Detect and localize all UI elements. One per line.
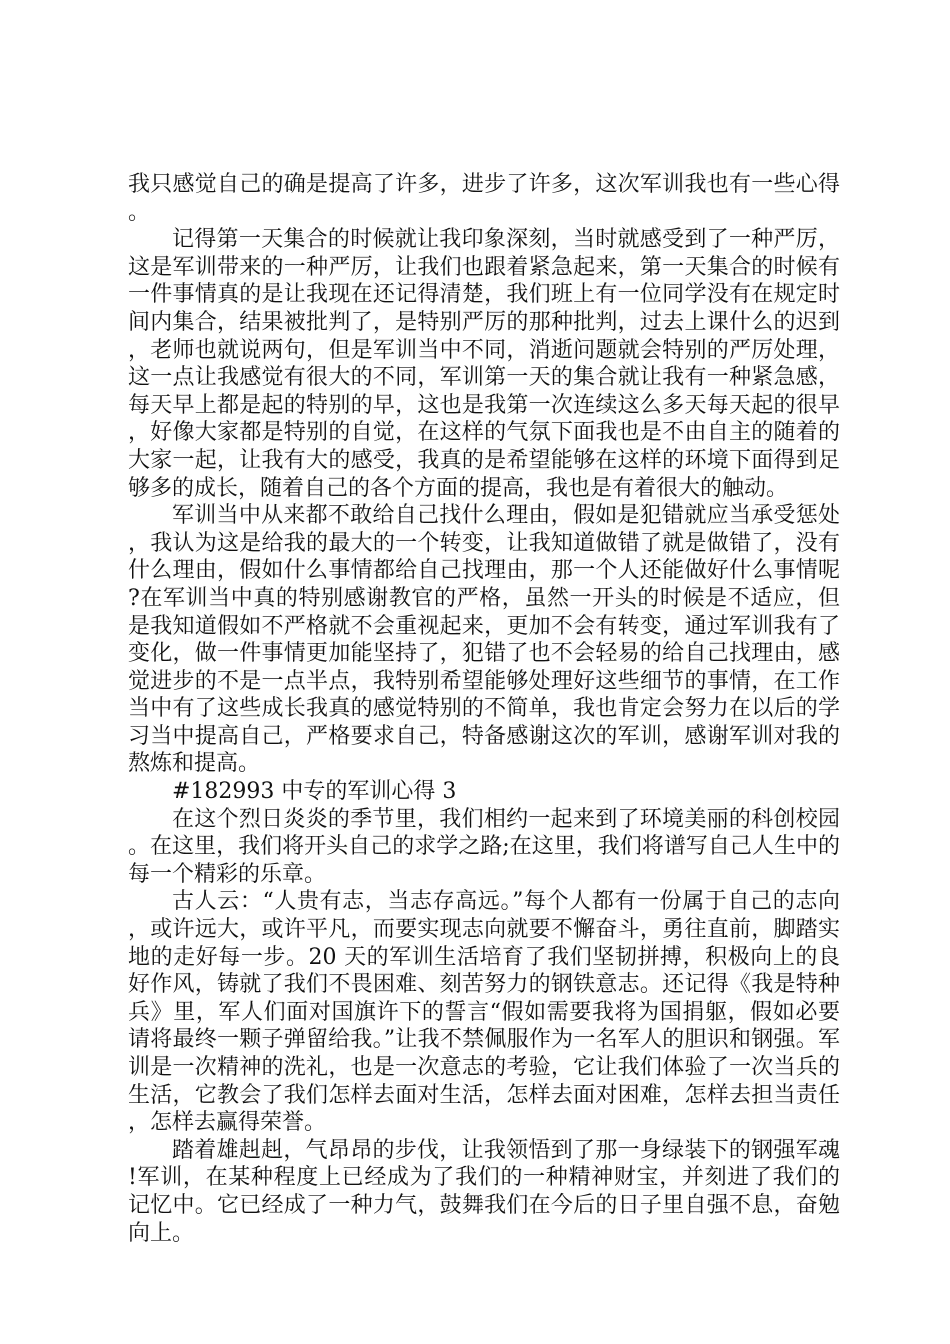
- paragraph-2: 记得第一天集合的时候就让我印象深刻，当时就感受到了一种严厉，这是军训带来的一种严厉，让我们也跟着紧急起来，第一天集合的时候有一件事情真的是让我现在还记得清楚，我们班上有一位同学没有在规定时间内集合，结果被批判了，是特别严厉的那种批判，过去上课什么的迟到，老师也就说两句，但是军训当中不同，消逝问题就会特别的严厉处理，这一点让我感觉有很大的不同，军训第一天的集合就让我有一种紧急感，每天早上都是起的特别的早，这也是我第一次连续这么多天每天起的很早，好像大家都是特别的自觉，在这样的气氛下面我也是不由自主的随着的大家一起，让我有大的感受，我真的是希望能够在这样的环境下面得到足够多的成长，随着自己的各个方面的提高，我也是有着很大的触动。: [128, 227, 840, 501]
- paragraph-5: 古人云：“人贵有志，当志存高远。”每个人都有一份属于自己的志向，或许远大，或许平凡，而要实现志向就要不懈奋斗，勇往直前，脚踏实地的走好每一步。20 天的军训生活培育了我们坚韧拼搏，积极向上的良好作风，铸就了我们不畏困难、刻苦努力的钢铁意志。还记得《我是特种兵》里，军人们面对国旗许下的誓言“假如需要我将为国捐躯，假如必要请将最终一颗子弹留给我。”让我不禁佩服作为一名军人的胆识和钢强。军训是一次精神的洗礼，也是一次意志的考验，它让我们体验了一次当兵的生活，它教会了我们怎样去面对生活，怎样去面对困难，怎样去担当责任，怎样去赢得荣誉。: [128, 889, 840, 1136]
- paragraph-4: 在这个烈日炎炎的季节里，我们相约一起来到了环境美丽的科创校园。在这里，我们将开头自己的求学之路;在这里，我们将谱写自己人生中的每一个精彩的乐章。: [128, 806, 840, 887]
- paragraph-3: 军训当中从来都不敢给自己找什么理由，假如是犯错就应当承受惩处，我认为这是给我的最大的一个转变，让我知道做错了就是做错了，没有什么理由，假如什么事情都给自己找理由，那一个人还能做好什么事情呢?在军训当中真的特别感谢教官的严格，虽然一开头的时候是不适应，但是我知道假如不严格就不会重视起来，更加不会有转变，通过军训我有了变化，做一件事情更加能坚持了，犯错了也不会轻易的给自己找理由，感觉进步的不是一点半点，我特别希望能够处理好这些细节的事情，在工作当中有了这些成长我真的感觉特别的不简单，我也肯定会努力在以后的学习当中提高自己，严格要求自己，特备感谢这次的军训，感谢军训对我的熬炼和提高。: [128, 503, 840, 777]
- section-heading: #182993 中专的军训心得 3: [172, 779, 457, 805]
- document-body: [128, 171, 840, 1247]
- paragraph-1: 我只感觉自己的确是提高了许多，进步了许多，这次军训我也有一些心得。: [128, 172, 840, 225]
- paragraph-6: 踏着雄赳赳，气昂昂的步伐，让我领悟到了那一身绿装下的钢强军魂!军训，在某种程度上已经成为了我们的一种精神财宝，并刻进了我们的记忆中。它已经成了一种力气，鼓舞我们在今后的日子里自强不息，奋勉向上。: [128, 1137, 840, 1246]
